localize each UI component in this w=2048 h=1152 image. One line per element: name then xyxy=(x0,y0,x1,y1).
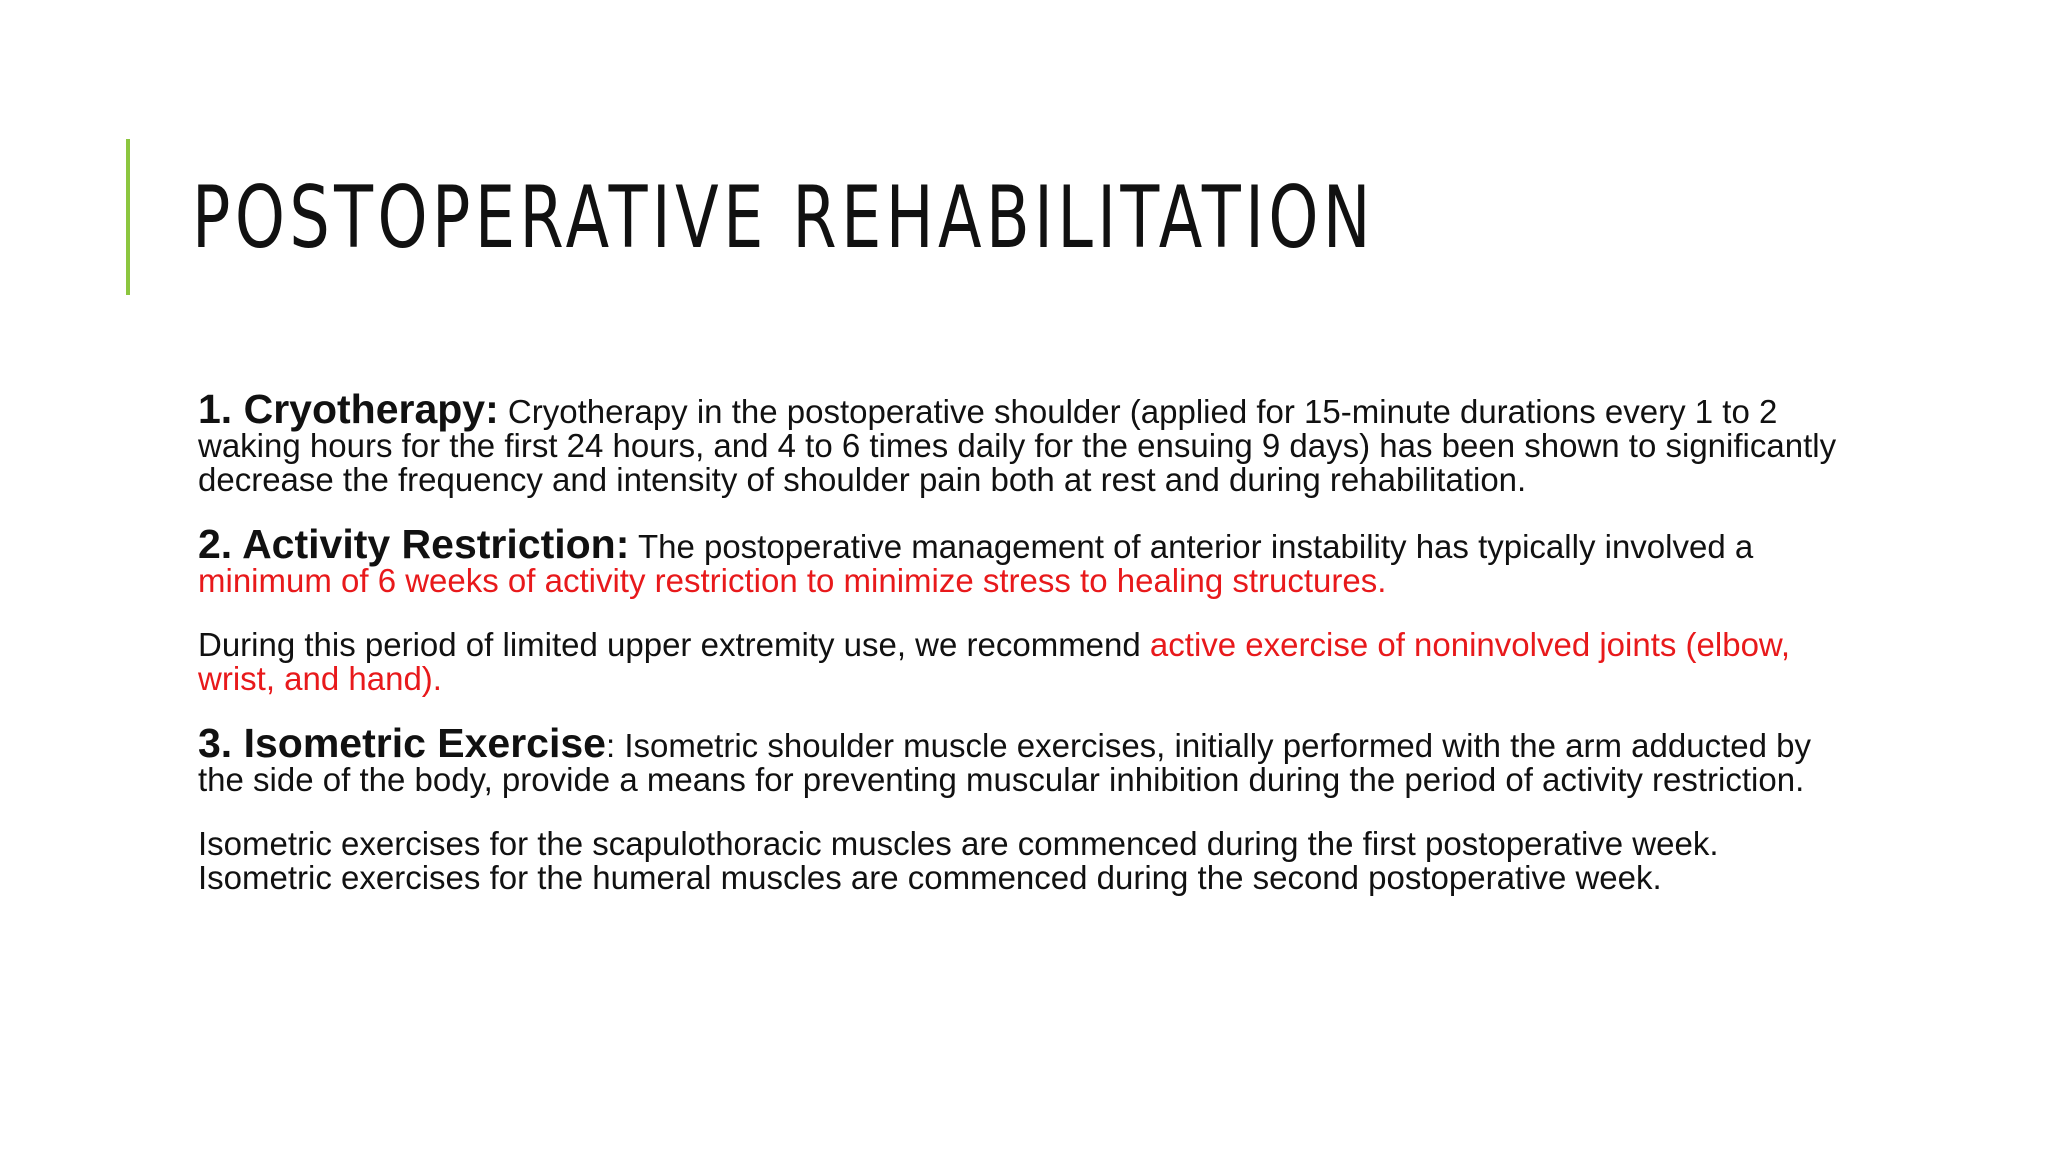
highlight-activity-restriction: minimum of 6 weeks of activity restriction to minimize stress to healing structures. xyxy=(198,562,1387,599)
slide-title: POSTOPERATIVE REHABILITATION xyxy=(192,168,1375,268)
slide-body xyxy=(198,386,1838,925)
section-text-cryotherapy: Cryotherapy in the postoperative shoulder (applied for 15-minute durations every 1 to 2 waking hours for the first 24 hours, and 4 to 6 times daily for the ensuing 9 days) has been shown to significantly decrease the frequency and intensity of shoulder pain both at rest and during rehabilitation. xyxy=(198,393,1837,498)
paragraph-text-limited-use: During this period of limited upper extremity use, we recommend xyxy=(198,626,1150,663)
section-cryotherapy xyxy=(198,386,1838,498)
paragraph-limited-use xyxy=(198,628,1838,696)
section-text-activity-restriction: The postoperative management of anterior instability has typically involved a xyxy=(629,528,1754,565)
section-heading-activity-restriction: 2. Activity Restriction: xyxy=(198,521,630,567)
section-activity-restriction xyxy=(198,521,1838,599)
section-heading-cryotherapy: 1. Cryotherapy: xyxy=(198,386,499,432)
highlight-noninvolved-joints: active exercise of noninvolved joints (elbow, wrist, and hand). xyxy=(198,626,1791,697)
paragraph-isometric-schedule xyxy=(198,827,1838,895)
paragraph-text-isometric-schedule: Isometric exercises for the scapulothoracic muscles are commenced during the first postoperative week. Isometric exercises for the humeral muscles are commenced during the second postoperative week. xyxy=(198,825,1719,896)
title-accent-bar xyxy=(126,139,130,295)
section-isometric-exercise xyxy=(198,720,1838,798)
section-heading-isometric-exercise: 3. Isometric Exercise xyxy=(198,720,606,766)
section-text-isometric-exercise: : Isometric shoulder muscle exercises, initially performed with the arm adducted by the side of the body, provide a means for preventing muscular inhibition during the period of activity restriction. xyxy=(198,727,1811,798)
